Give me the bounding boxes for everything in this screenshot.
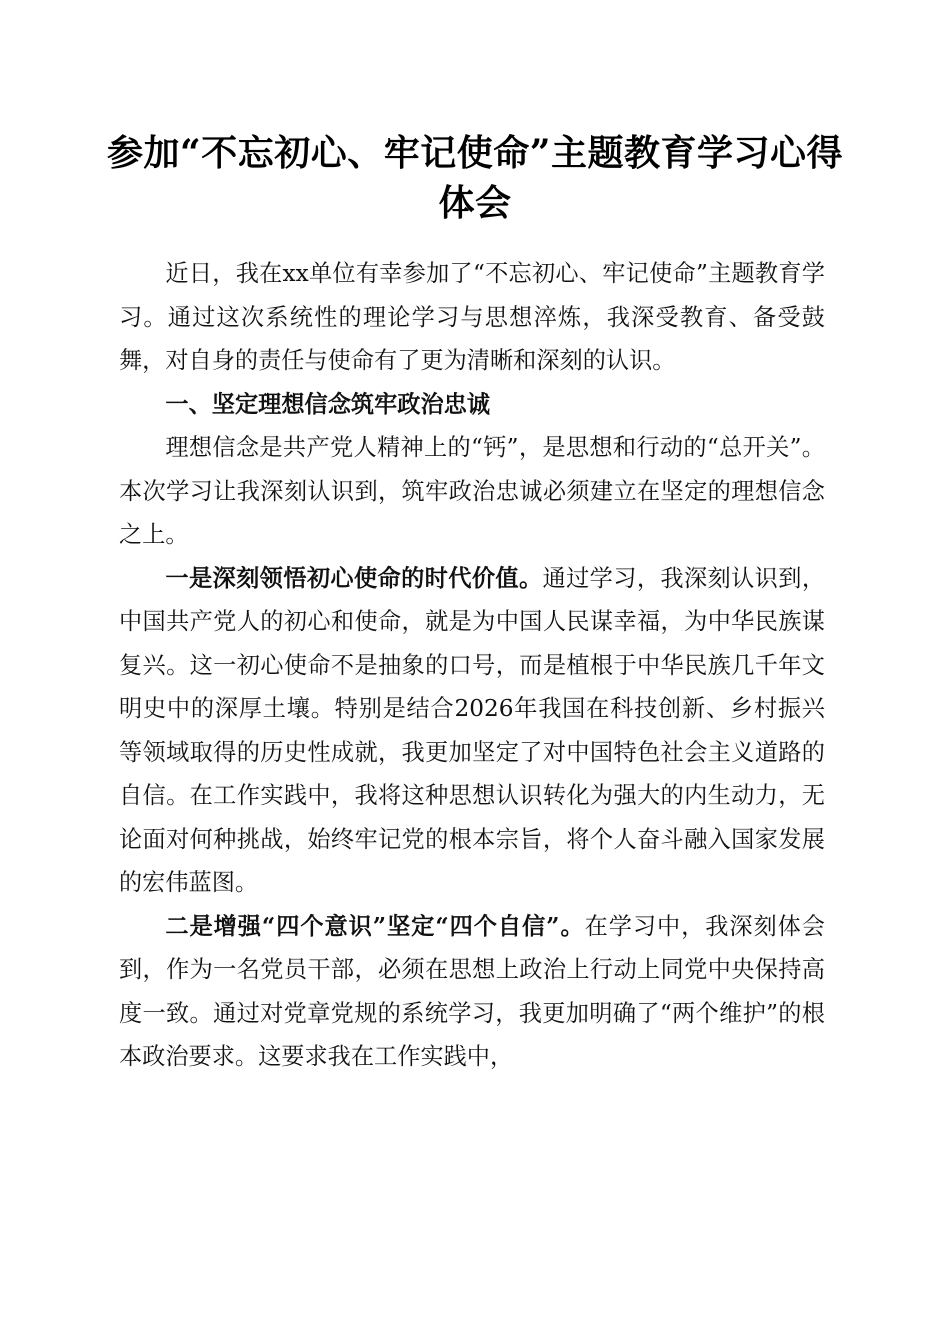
point-two-paragraph	[119, 905, 825, 1079]
point-two-text: 在学习中，我深刻体会到，作为一名党员干部，必须在思想上政治上行动上同党中央保持高度一致。通过对党章党规的系统学习，我更加明确了“两个维护”的根本政治要求。这要求我在工作实践中，	[119, 912, 825, 1070]
document-body	[119, 252, 825, 1079]
point-one-paragraph	[119, 557, 825, 905]
point-one-lead: 一是深刻领悟初心使命的时代价值。	[165, 564, 543, 592]
section-paragraph: 理想信念是共产党人精神上的“钙”，是思想和行动的“总开关”。本次学习让我深刻认识到，筑牢政治忠诚必须建立在坚定的理想信念之上。	[119, 434, 825, 548]
document-title: 参加“不忘初心、牢记使命”主题教育学习心得体会	[107, 132, 843, 224]
point-two-lead: 二是增强“四个意识”坚定“四个自信”。	[165, 912, 585, 940]
point-one-text: 通过学习，我深刻认识到，中国共产党人的初心和使命，就是为中国人民谋幸福，为中华民族谋复兴。这一初心使命不是抽象的口号，而是植根于中华民族几千年文明史中的深厚土壤。特别是结合2026年我国在科技创新、乡村振兴等领域取得的历史性成就，我更加坚定了对中国特色社会主义道路的自信。在工作实践中，我将这种思想认识转化为强大的内生动力，无论面对何种挑战，始终牢记党的根本宗旨，将个人奋斗融入国家发展的宏伟蓝图。	[119, 564, 826, 896]
section-heading: 一、坚定理想信念筑牢政治忠诚	[165, 390, 491, 418]
intro-paragraph: 近日，我在xx单位有幸参加了“不忘初心、牢记使命”主题教育学习。通过这次系统性的理论学习与思想淬炼，我深受教育、备受鼓舞，对自身的责任与使命有了更为清晰和深刻的认识。	[119, 260, 825, 374]
